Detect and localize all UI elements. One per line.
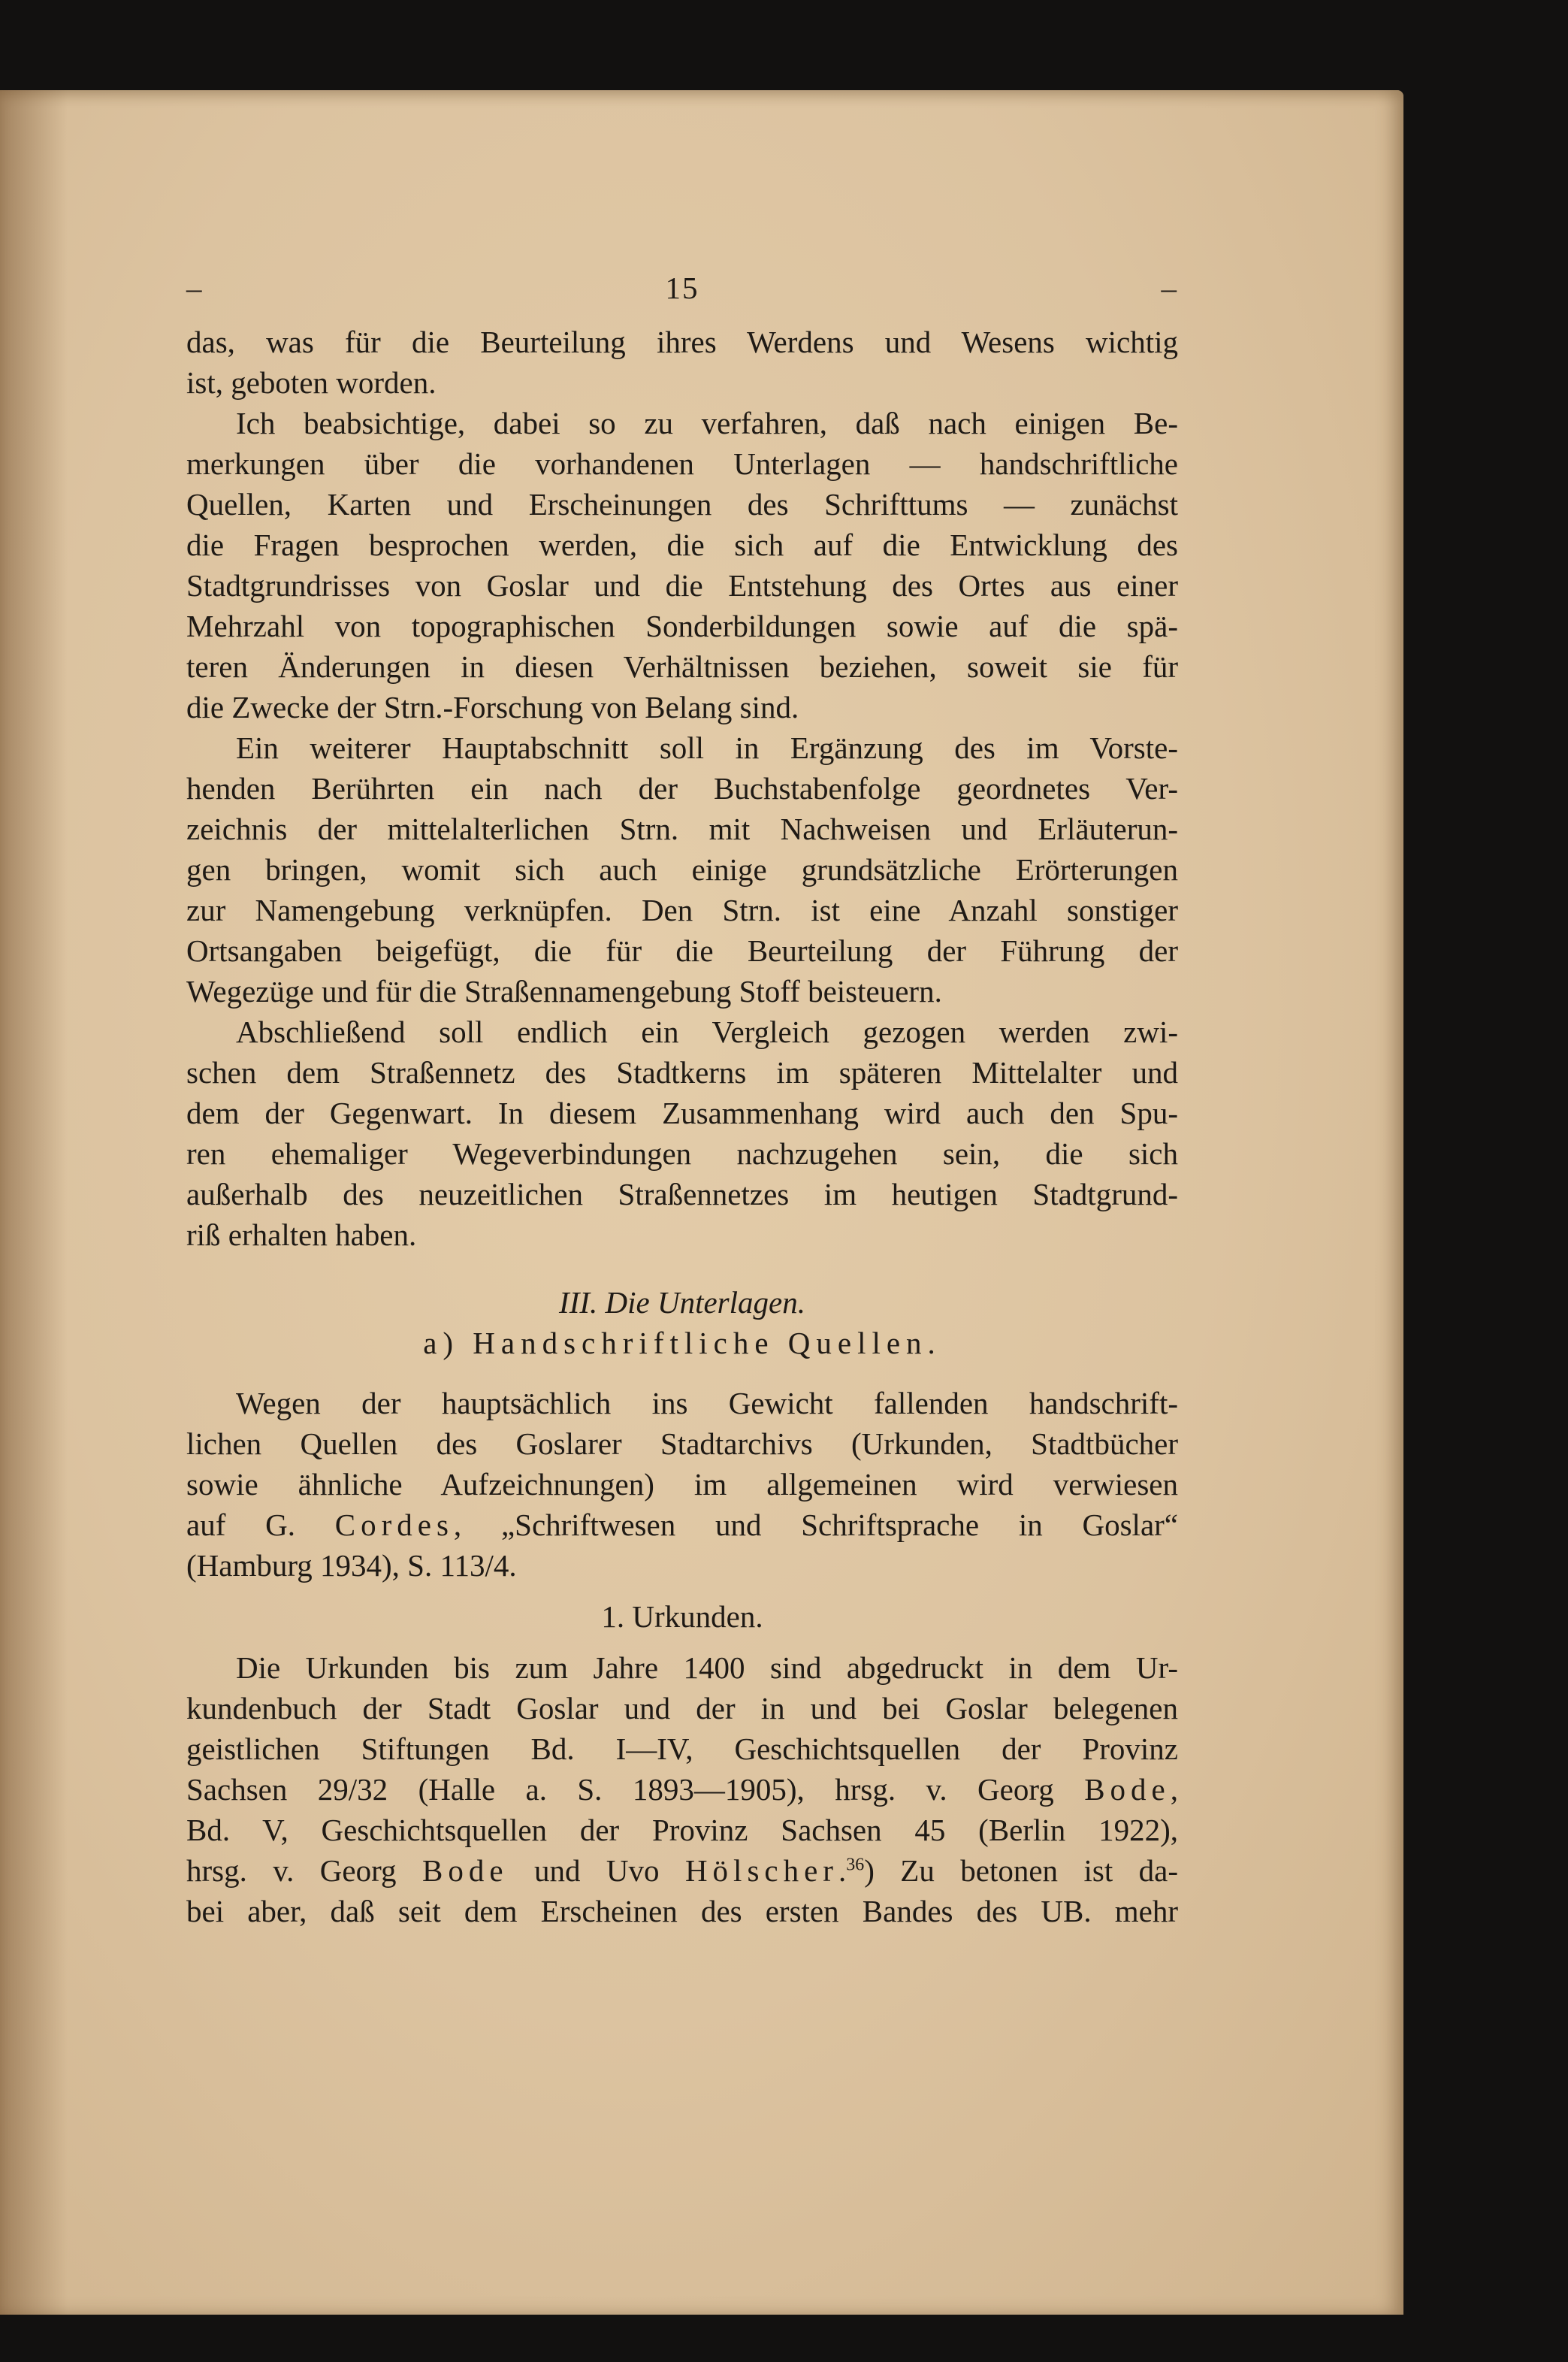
text-span: hrsg. v. Georg [186, 1853, 422, 1888]
text-line: dem der Gegenwart. In diesem Zusammenhang wird auch den Spu- [186, 1096, 1178, 1130]
text-line [186, 1769, 1178, 1810]
text-line: Wegen der hauptsächlich ins Gewicht fallenden handschrift- [236, 1386, 1178, 1420]
text-span: und Uvo [508, 1853, 685, 1888]
text-line: bei aber, daß seit dem Erscheinen des ersten Bandes des UB. mehr [186, 1894, 1178, 1928]
author-name: Cordes [334, 1508, 454, 1542]
text-line: das, was für die Beurteilung ihres Werdens und Wesens wichtig [186, 325, 1178, 359]
text-span: . [838, 1853, 847, 1888]
text-line: merkungen über die vorhandenen Unterlagen — handschriftliche [186, 446, 1178, 481]
text-line: riß erhalten haben. [186, 1217, 417, 1252]
book-page [0, 90, 1403, 2315]
paragraph-5 [186, 1647, 1178, 1931]
text-line: außerhalb des neuzeitlichen Straßennetzes im heutigen Stadtgrund- [186, 1177, 1178, 1211]
text-line [186, 1850, 1178, 1891]
text-line: Ein weiterer Hauptabschnitt soll in Ergänzung des im Vorste- [236, 730, 1178, 765]
text-line: Abschließend soll endlich ein Vergleich gezogen werden zwi- [236, 1015, 1178, 1049]
text-line [186, 1505, 1178, 1545]
text-line: teren Änderungen in diesen Verhältnissen beziehen, soweit sie für [186, 649, 1178, 684]
text-line: geistlichen Stiftungen Bd. I—IV, Geschichtsquellen der Provinz [186, 1731, 1178, 1766]
author-name: Bode [1084, 1772, 1171, 1807]
text-line: Quellen, Karten und Erscheinungen des Schrifttums — zunächst [186, 487, 1178, 522]
section-heading: a) Handschriftliche Quellen. [423, 1326, 941, 1360]
text-line: kundenbuch der Stadt Goslar und der in und bei Goslar belegenen [186, 1691, 1178, 1725]
paragraph-4 [186, 1383, 1178, 1586]
text-line: lichen Quellen des Goslarer Stadtarchivs (Urkunden, Stadtbücher [186, 1426, 1178, 1461]
text-line: henden Berührten ein nach der Buchstabenfolge geordnetes Ver- [186, 771, 1178, 806]
subsection-heading: 1. Urkunden. [601, 1599, 763, 1634]
page-number: – 15 – [186, 271, 1178, 305]
text-line: schen dem Straßennetz des Stadtkerns im späteren Mittelalter und [186, 1055, 1178, 1090]
text-line: (Hamburg 1934), S. 113/4. [186, 1548, 517, 1583]
text-line: ren ehemaliger Wegeverbindungen nachzugehen sein, die sich [186, 1136, 1178, 1171]
author-name: Hölscher [684, 1853, 838, 1888]
page-text-block [186, 268, 1178, 1931]
paragraph-3 [186, 1012, 1178, 1255]
author-name: Bode [421, 1853, 509, 1888]
text-span: ) Zu betonen ist da- [864, 1853, 1179, 1888]
text-span: , [1170, 1772, 1178, 1807]
text-line: Ich beabsichtige, dabei so zu verfahren, daß nach einigen Be- [236, 406, 1178, 440]
text-span: auf G. [186, 1508, 335, 1542]
text-line: zeichnis der mittelalterlichen Strn. mit Nachweisen und Erläuterun- [186, 812, 1178, 846]
chapter-heading: III. Die Unterlagen. [559, 1285, 805, 1320]
paragraph-1 [186, 403, 1178, 727]
text-span: , „Schriftwesen und Schriftsprache in Goslar“ [453, 1508, 1178, 1542]
text-line: Stadtgrundrisses von Goslar und die Entstehung des Ortes aus einer [186, 568, 1178, 603]
text-line: zur Namengebung verknüpfen. Den Strn. ist eine Anzahl sonstiger [186, 893, 1178, 927]
text-line: Die Urkunden bis zum Jahre 1400 sind abgedruckt in dem Ur- [236, 1650, 1178, 1685]
paragraph-0 [186, 322, 1178, 403]
text-line: Ortsangaben beigefügt, die für die Beurteilung der Führung der [186, 933, 1178, 968]
text-line: die Fragen besprochen werden, die sich auf die Entwicklung des [186, 528, 1178, 562]
text-line: sowie ähnliche Aufzeichnungen) im allgemeinen wird verwiesen [186, 1467, 1178, 1502]
text-line: gen bringen, womit sich auch einige grundsätzliche Erörterungen [186, 852, 1178, 887]
text-span: Sachsen 29/32 (Halle a. S. 1893—1905), hrsg. v. Georg [186, 1772, 1085, 1807]
text-line: Bd. V, Geschichtsquellen der Provinz Sachsen 45 (Berlin 1922), [186, 1813, 1178, 1847]
text-line: die Zwecke der Strn.-Forschung von Belang sind. [186, 690, 799, 724]
text-line: ist, geboten worden. [186, 365, 437, 400]
paragraph-2 [186, 727, 1178, 1012]
page-gutter-shadow [0, 90, 68, 2315]
text-line: Mehrzahl von topographischen Sonderbildungen sowie auf die spä- [186, 609, 1178, 643]
footnote-ref: 36 [846, 1855, 865, 1875]
text-line: Wegezüge und für die Straßennamengebung Stoff beisteuern. [186, 974, 942, 1009]
